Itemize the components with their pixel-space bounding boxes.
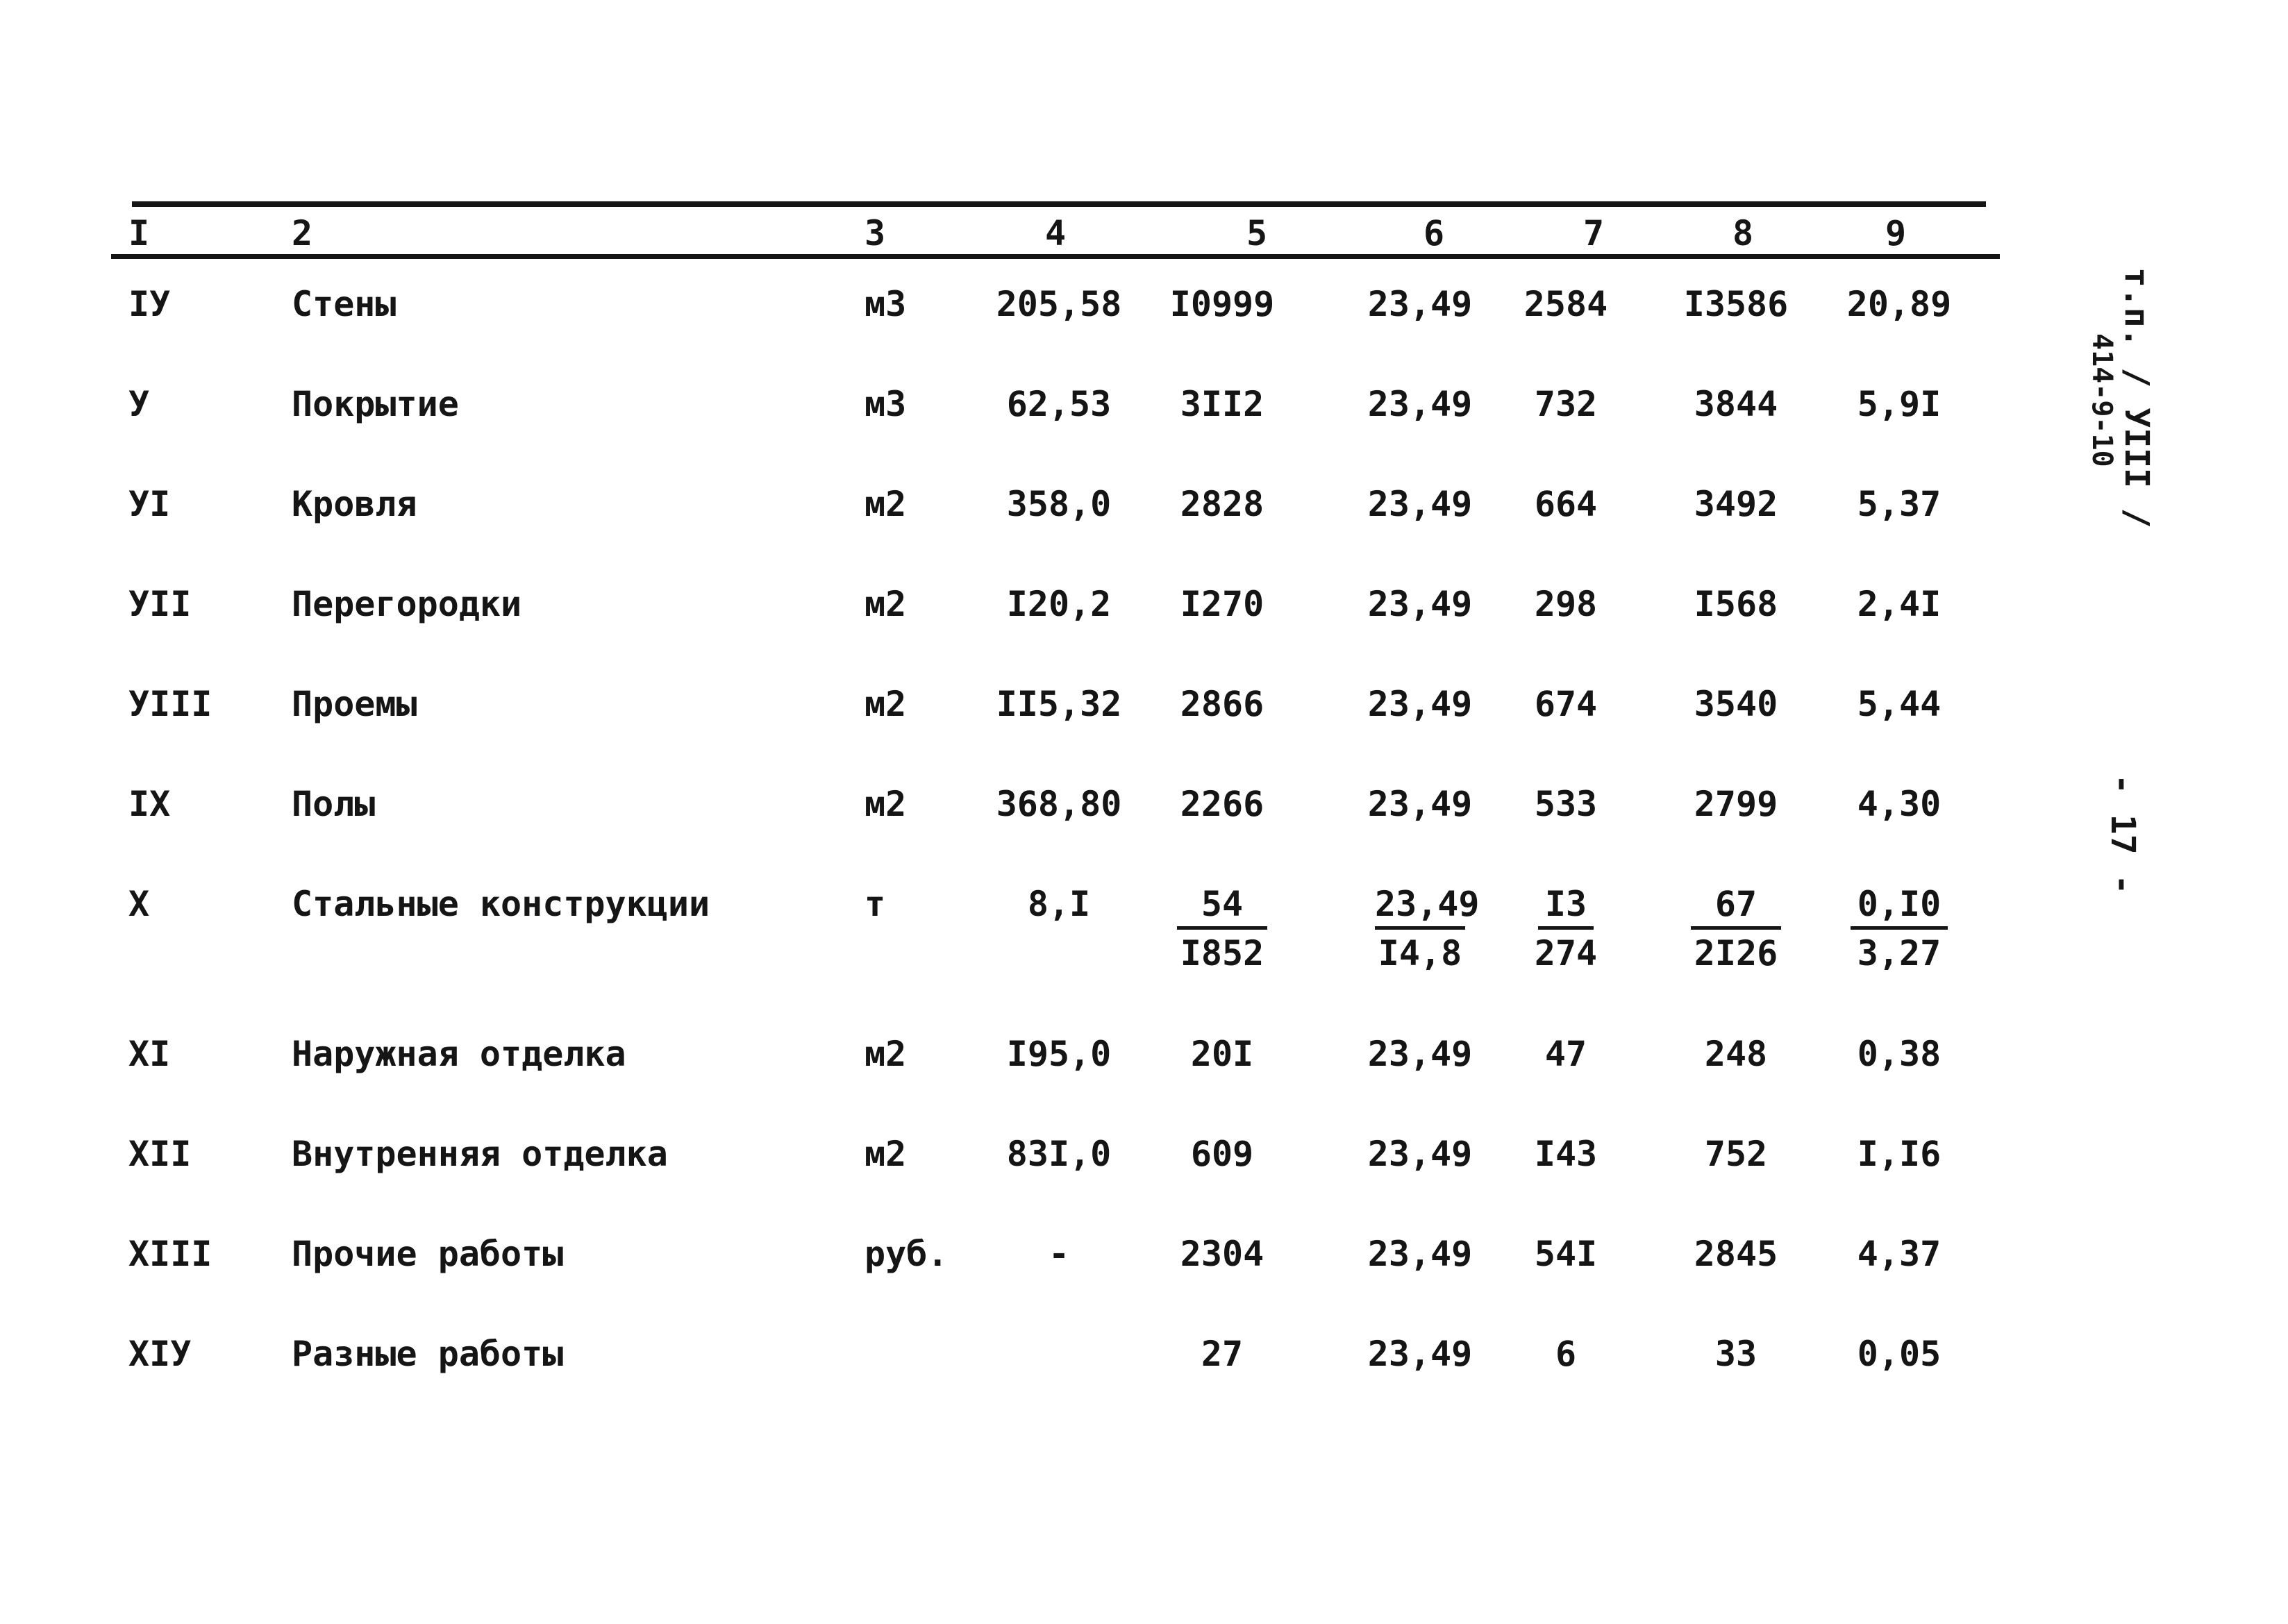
col6-value: 23,49 bbox=[1367, 484, 1473, 524]
col9-value: 0,38 bbox=[1857, 1034, 1942, 1074]
unit: м2 bbox=[865, 784, 907, 824]
col6-value-numerator: 23,49 bbox=[1375, 883, 1465, 930]
col6-value: 23,49 bbox=[1367, 1034, 1473, 1074]
column-header: 4 bbox=[1044, 213, 1067, 253]
col5-value: 20I bbox=[1190, 1034, 1254, 1074]
item-name: Кровля bbox=[292, 484, 417, 524]
column-header: 5 bbox=[1246, 213, 1268, 253]
unit: м2 bbox=[865, 1034, 907, 1074]
col9-value: 5,37 bbox=[1857, 484, 1942, 524]
col9-value: I,I6 bbox=[1857, 1134, 1942, 1174]
col9-value: 5,44 bbox=[1857, 684, 1942, 724]
unit: м2 bbox=[865, 484, 907, 524]
col5-value-numerator: 54 bbox=[1177, 883, 1267, 930]
col6-value: 23,49 bbox=[1367, 1334, 1473, 1374]
col7-value-numerator: I3 bbox=[1538, 883, 1594, 930]
quantity: 358,0 bbox=[1006, 484, 1112, 524]
quantity: 62,53 bbox=[1006, 384, 1112, 424]
row-number: УII bbox=[128, 584, 192, 624]
row-number: XI bbox=[128, 1034, 171, 1074]
col5-value-denominator: I852 bbox=[1180, 933, 1264, 973]
unit: м2 bbox=[865, 584, 907, 624]
item-name: Стальные конструкции bbox=[292, 884, 710, 924]
item-name: Разные работы bbox=[292, 1334, 564, 1374]
col9-value: 2,4I bbox=[1857, 584, 1942, 624]
col7-value: 2584 bbox=[1523, 284, 1608, 324]
col6-value: 23,49 bbox=[1367, 584, 1473, 624]
unit: м3 bbox=[865, 284, 907, 324]
item-name: Проемы bbox=[292, 684, 417, 724]
row-number: XIII bbox=[128, 1234, 212, 1274]
col8-value: I3586 bbox=[1683, 284, 1789, 324]
col8-value: 248 bbox=[1704, 1034, 1768, 1074]
item-name: Наружная отделка bbox=[292, 1034, 626, 1074]
col5-value: 609 bbox=[1190, 1134, 1254, 1174]
col7-value: 47 bbox=[1544, 1034, 1587, 1074]
col5-value: 2866 bbox=[1180, 684, 1264, 724]
col5-value: 27 bbox=[1201, 1334, 1244, 1374]
col9-value: 5,9I bbox=[1857, 384, 1942, 424]
quantity: - bbox=[1048, 1234, 1070, 1274]
col9-value-numerator: 0,I0 bbox=[1851, 883, 1948, 930]
col7-value: 664 bbox=[1534, 484, 1598, 524]
col6-value: 23,49 bbox=[1367, 1234, 1473, 1274]
col8-value: 33 bbox=[1714, 1334, 1757, 1374]
margin-code: 414-9-10 bbox=[2086, 333, 2118, 467]
col9-value-fraction bbox=[1826, 883, 1972, 974]
col7-value: 6 bbox=[1555, 1334, 1577, 1374]
col7-value: 732 bbox=[1534, 384, 1598, 424]
quantity: II5,32 bbox=[996, 684, 1122, 724]
unit: м2 bbox=[865, 1134, 907, 1174]
col6-value: 23,49 bbox=[1367, 384, 1473, 424]
col7-value-denominator: 274 bbox=[1534, 933, 1598, 973]
item-name: Прочие работы bbox=[292, 1234, 564, 1274]
col8-value-denominator: 2I26 bbox=[1694, 933, 1778, 973]
column-header: 9 bbox=[1885, 213, 1907, 253]
col7-value: 298 bbox=[1534, 584, 1598, 624]
item-name: Стены bbox=[292, 284, 396, 324]
row-number: IX bbox=[128, 784, 171, 824]
unit: м2 bbox=[865, 684, 907, 724]
col9-value-denominator: 3,27 bbox=[1857, 933, 1942, 973]
col6-value-fraction bbox=[1351, 883, 1489, 974]
column-header: 8 bbox=[1732, 213, 1754, 253]
table-header-rule bbox=[111, 254, 2000, 259]
col8-value: 3540 bbox=[1694, 684, 1778, 724]
col8-value: I568 bbox=[1694, 584, 1778, 624]
margin-reference: т.п. / УIII / bbox=[2117, 267, 2156, 528]
row-number: УIII bbox=[128, 684, 212, 724]
unit: м3 bbox=[865, 384, 907, 424]
quantity: 205,58 bbox=[996, 284, 1122, 324]
unit: т bbox=[865, 884, 886, 924]
column-header: 6 bbox=[1423, 213, 1445, 253]
col5-value: I0999 bbox=[1169, 284, 1275, 324]
col6-value: 23,49 bbox=[1367, 684, 1473, 724]
row-number: XIУ bbox=[128, 1334, 192, 1374]
col6-value: 23,49 bbox=[1367, 784, 1473, 824]
column-header: 2 bbox=[292, 213, 313, 253]
col8-value: 3844 bbox=[1694, 384, 1778, 424]
col6-value: 23,49 bbox=[1367, 284, 1473, 324]
col8-value: 2799 bbox=[1694, 784, 1778, 824]
col6-value-denominator: I4,8 bbox=[1378, 933, 1462, 973]
row-number: УI bbox=[128, 484, 171, 524]
row-number: IУ bbox=[128, 284, 171, 324]
quantity: 368,80 bbox=[996, 784, 1122, 824]
col8-value: 3492 bbox=[1694, 484, 1778, 524]
column-header: 7 bbox=[1583, 213, 1605, 253]
col8-value: 752 bbox=[1704, 1134, 1768, 1174]
item-name: Полы bbox=[292, 784, 376, 824]
table-top-rule bbox=[132, 201, 1986, 207]
col7-value-fraction bbox=[1514, 883, 1618, 974]
column-header: I bbox=[128, 213, 150, 253]
unit: руб. bbox=[865, 1234, 949, 1274]
column-header: 3 bbox=[865, 213, 886, 253]
col8-value: 2845 bbox=[1694, 1234, 1778, 1274]
col5-value: 2304 bbox=[1180, 1234, 1264, 1274]
col8-value-fraction bbox=[1667, 883, 1805, 974]
col9-value: 4,30 bbox=[1857, 784, 1942, 824]
page-number: - 17 - bbox=[2103, 774, 2142, 895]
col9-value: 0,05 bbox=[1857, 1334, 1942, 1374]
item-name: Перегородки bbox=[292, 584, 522, 624]
col7-value: I43 bbox=[1534, 1134, 1598, 1174]
col8-value-numerator: 67 bbox=[1691, 883, 1781, 930]
col5-value: 3II2 bbox=[1180, 384, 1264, 424]
item-name: Покрытие bbox=[292, 384, 459, 424]
row-number: XII bbox=[128, 1134, 192, 1174]
col6-value: 23,49 bbox=[1367, 1134, 1473, 1174]
col7-value: 533 bbox=[1534, 784, 1598, 824]
quantity: I20,2 bbox=[1006, 584, 1112, 624]
quantity: I95,0 bbox=[1006, 1034, 1112, 1074]
row-number: У bbox=[128, 384, 150, 424]
col9-value: 4,37 bbox=[1857, 1234, 1942, 1274]
item-name: Внутренняя отделка bbox=[292, 1134, 668, 1174]
col5-value: 2828 bbox=[1180, 484, 1264, 524]
quantity: 8,I bbox=[1027, 884, 1091, 924]
quantity: 83I,0 bbox=[1006, 1134, 1112, 1174]
col5-value: I270 bbox=[1180, 584, 1264, 624]
col9-value: 20,89 bbox=[1846, 284, 1952, 324]
row-number: X bbox=[128, 884, 150, 924]
col5-value: 2266 bbox=[1180, 784, 1264, 824]
col7-value: 54I bbox=[1534, 1234, 1598, 1274]
col7-value: 674 bbox=[1534, 684, 1598, 724]
col5-value-fraction bbox=[1153, 883, 1292, 974]
